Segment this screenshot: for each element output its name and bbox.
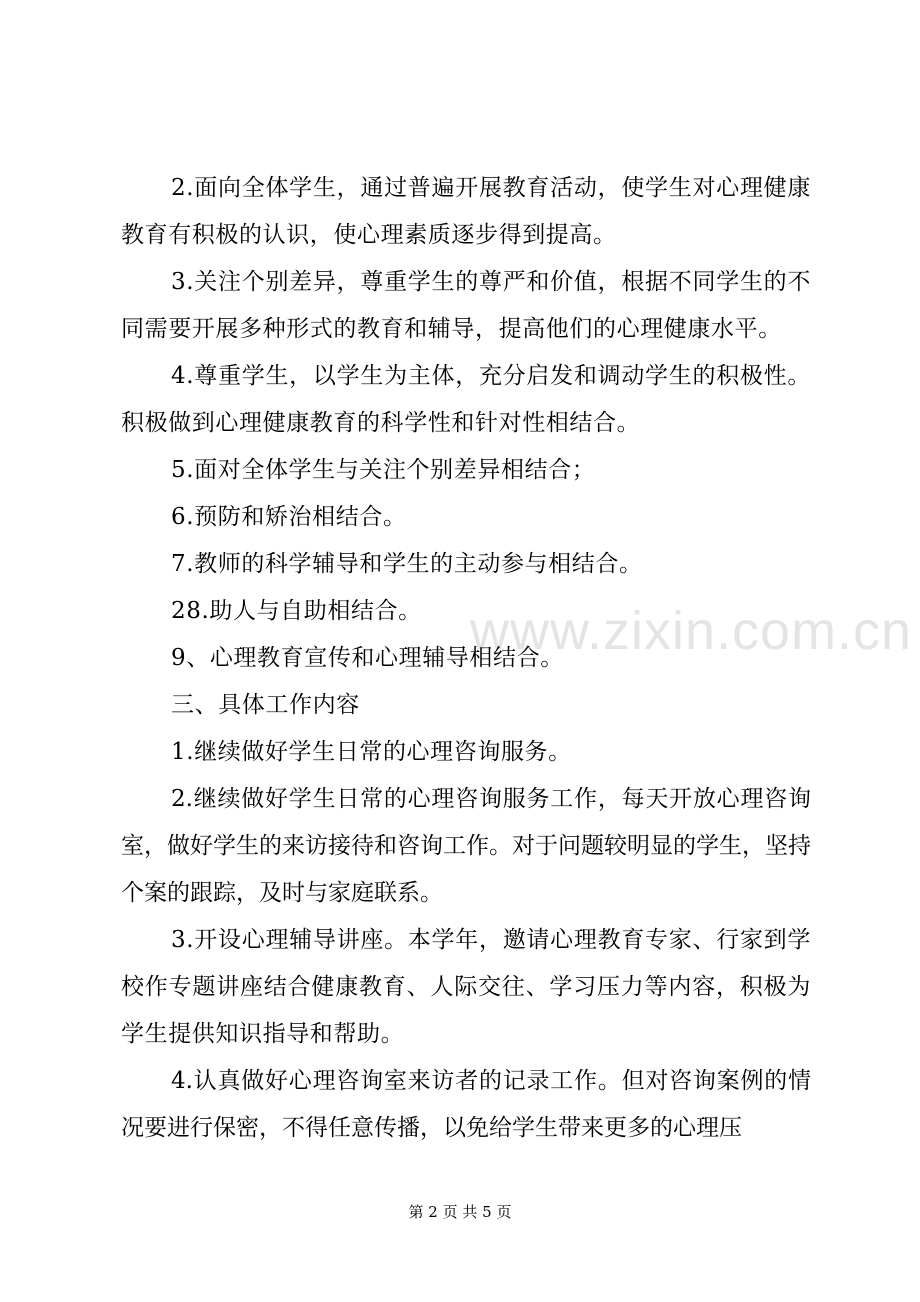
paragraph-work-3: 3.开设心理辅导讲座。本学年，邀请心理教育专家、行家到学校作专题讲座结合健康教育、人际交往、学习压力等内容，积极为学生提供知识指导和帮助。 [121, 927, 811, 1047]
paragraph-principle-6: 6.预防和矫治相结合。 [171, 504, 407, 530]
page-footer: 第 2 页 共 5 页 [408, 1203, 512, 1221]
watermark: www.zixin.com.cn [470, 601, 913, 661]
section-heading: 三、具体工作内容 [171, 692, 360, 718]
document-body [121, 165, 811, 1152]
paragraph-principle-9: 9、心理教育宣传和心理辅导相结合。 [171, 645, 564, 671]
paragraph-principle-7: 7.教师的科学辅导和学生的主动参与相结合。 [171, 551, 643, 577]
paragraph-work-1: 1.继续做好学生日常的心理咨询服务。 [171, 739, 572, 765]
paragraph-principle-4: 4.尊重学生，以学生为主体，充分启发和调动学生的积极性。积极做到心理健康教育的科学性和针对性相结合。 [121, 363, 811, 436]
paragraph-principle-3: 3.关注个别差异，尊重学生的尊严和价值，根据不同学生的不同需要开展多种形式的教育和辅导，提高他们的心理健康水平。 [121, 269, 811, 342]
paragraph-principle-5: 5.面对全体学生与关注个别差异相结合； [171, 457, 596, 483]
paragraph-work-4: 4.认真做好心理咨询室来访者的记录工作。但对咨询案例的情况要进行保密，不得任意传播，以免给学生带来更多的心理压 [121, 1068, 811, 1141]
paragraph-principle-8: 28.助人与自助相结合。 [171, 598, 422, 624]
paragraph-work-2: 2.继续做好学生日常的心理咨询服务工作，每天开放心理咨询室，做好学生的来访接待和咨询工作。对于问题较明显的学生，坚持个案的跟踪，及时与家庭联系。 [121, 786, 811, 906]
paragraph-principle-2: 2.面向全体学生，通过普遍开展教育活动，使学生对心理健康教育有积极的认识，使心理素质逐步得到提高。 [121, 175, 811, 248]
